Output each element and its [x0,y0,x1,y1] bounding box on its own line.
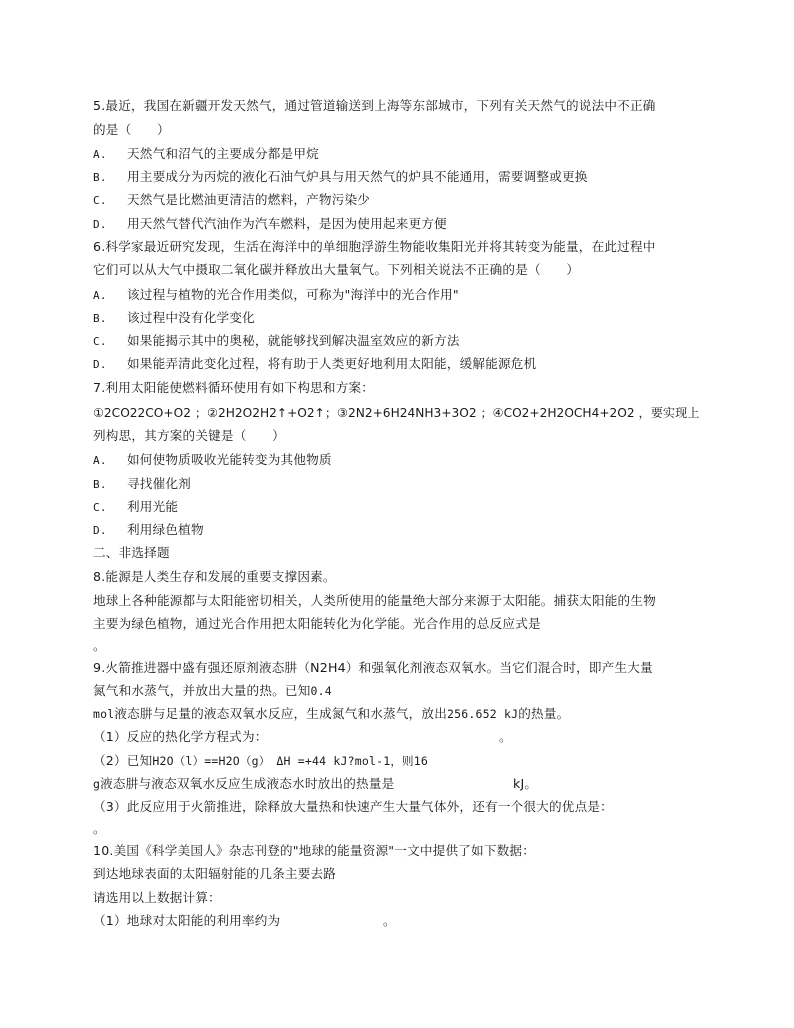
q8-answer-end: 。 [93,638,106,653]
q6-option-b [93,310,255,327]
q9-stem-line3 [93,706,569,722]
option-key: D. [93,524,107,537]
option-text: 利用光能 [127,499,179,514]
q7-option-c [93,499,178,516]
q8-stem-line1: 8.能源是人类生存和发展的重要支撑因素。 [93,569,336,584]
q9-part1 [93,729,512,745]
q8-stem-line3: 主要为绿色植物，通过光合作用把太阳能转化为化学能。光合作用的总反应式是 [93,616,541,631]
q9-part2-end: kJ。 [513,776,538,791]
q5-stem-line2: 的是（ ） [93,122,170,137]
option-text: 天然气和沼气的主要成分都是甲烷 [127,146,319,161]
q9-part2-text: （2）已知 [93,753,153,768]
q9-part2-unit: g [93,777,101,791]
option-text: 寻找催化剂 [127,476,191,491]
q7-equations-line: ①2CO22CO+O2 ；②2H2O2H2↑+O2↑；③2N2+6H24NH3+3O2 ；④CO2+2H2OCH4+2O2 ，要实现上 [93,406,700,420]
q9-stem-line1: 9.火箭推进器中盛有强还原剂液态肼（N2H4）和强氧化剂液态双氧水。当它们混合时，即产生大量 [93,660,653,675]
q10-part1-text: （1）地球对太阳能的利用率约为 [93,913,281,928]
option-key: A. [93,454,107,467]
option-key: D. [93,358,107,371]
q5-option-b [93,169,588,186]
q10-stem-line3: 请选用以上数据计算： [93,890,221,905]
q9-part1-text: （1）反应的热化学方程式为： [93,729,268,744]
q9-amount: 0.4 [310,684,332,698]
option-text: 该过程中没有化学变化 [127,310,255,325]
q10-part1 [93,913,396,929]
q7-stem-line1: 7.利用太阳能使燃料循环使用有如下构思和方案： [93,380,375,395]
q7-option-b [93,476,191,493]
option-text: 利用绿色植物 [127,522,204,537]
option-key: A. [93,148,107,161]
option-text: 如何使物质吸收光能转变为其他物质 [127,452,332,467]
q8-stem-line2: 地球上各种能源都与太阳能密切相关，人类所使用的能量绝大部分来源于太阳能。捕获太阳能的生物 [93,593,656,608]
q9-part1-end: 。 [499,729,512,744]
q6-stem-line1: 6.科学家最近研究发现，生活在海洋中的单细胞浮游生物能收集阳光并将其转变为能量，在此过程中 [93,239,656,254]
q6-option-a [93,287,459,304]
q6-option-c [93,333,460,350]
q9-part2-text: 液态肼与液态双氧水反应生成液态水时放出的热量是 [100,776,395,791]
option-key: B. [93,478,107,491]
q5-stem-line1: 5.最近，我国在新疆开发天然气，通过管道输送到上海等东部城市，下列有关天然气的说法中不正确 [93,98,656,113]
q9-part3: （3）此反应用于火箭推进，除释放大量热和快速产生大量气体外，还有一个很大的优点是： [93,799,613,814]
option-key: A. [93,289,107,302]
option-text: 天然气是比燃油更清洁的燃料，产物污染少 [127,192,371,207]
q9-heat-value: 256.652 kJ [447,707,519,721]
q5-option-c [93,192,370,209]
q6-stem-line2: 它们可以从大气中摄取二氧化碳并释放出大量氧气。下列相关说法不正确的是（ ） [93,262,580,277]
q6-option-d [93,356,536,373]
q7-stem-line3: 列构思，其方案的关键是（ ） [93,428,285,443]
q7-option-d [93,522,204,539]
q5-option-d [93,216,447,233]
q9-stem-text: 液态肼与足量的液态双氧水反应，生成氮气和水蒸气，放出 [114,706,448,721]
q10-stem-line2: 到达地球表面的太阳辐射能的几条主要去路 [93,866,337,881]
q9-part2-line1 [93,753,428,769]
q10-part1-end: 。 [383,913,396,928]
q9-part3-end: 。 [93,821,106,836]
q7-option-a [93,452,332,469]
q5-option-a [93,146,319,163]
option-text: 用天然气替代汽油作为汽车燃料，是因为使用起来更方便 [127,216,447,231]
option-key: B. [93,312,107,325]
option-key: C. [93,194,107,207]
q10-stem-line1: 10.美国《科学美国人》杂志刊登的"地球的能量资源"一文中提供了如下数据： [93,843,536,858]
option-key: D. [93,218,107,231]
option-key: B. [93,171,107,184]
q9-stem-line2 [93,683,332,699]
option-text: 如果能弄清此变化过程，将有助于人类更好地利用太阳能，缓解能源危机 [127,356,537,371]
section-heading: 二、非选择题 [93,545,170,560]
option-text: 如果能揭示其中的奥秘，就能够找到解决温室效应的新方法 [127,333,460,348]
q9-part2-equation: H2O（l）==H2O（g） ΔH =+44 kJ?mol-1，则16 [152,754,429,768]
q9-part2-line2 [93,776,538,792]
option-key: C. [93,501,107,514]
option-text: 用主要成分为丙烷的液化石油气炉具与用天然气的炉具不能通用，需要调整或更换 [127,169,588,184]
option-text: 该过程与植物的光合作用类似，可称为"海洋中的光合作用" [127,287,459,302]
q9-stem-text: 的热量。 [518,706,570,721]
q9-unit: mol [93,707,115,721]
q9-stem-text: 氮气和水蒸气，并放出大量的热。已知 [93,683,311,698]
option-key: C. [93,335,107,348]
